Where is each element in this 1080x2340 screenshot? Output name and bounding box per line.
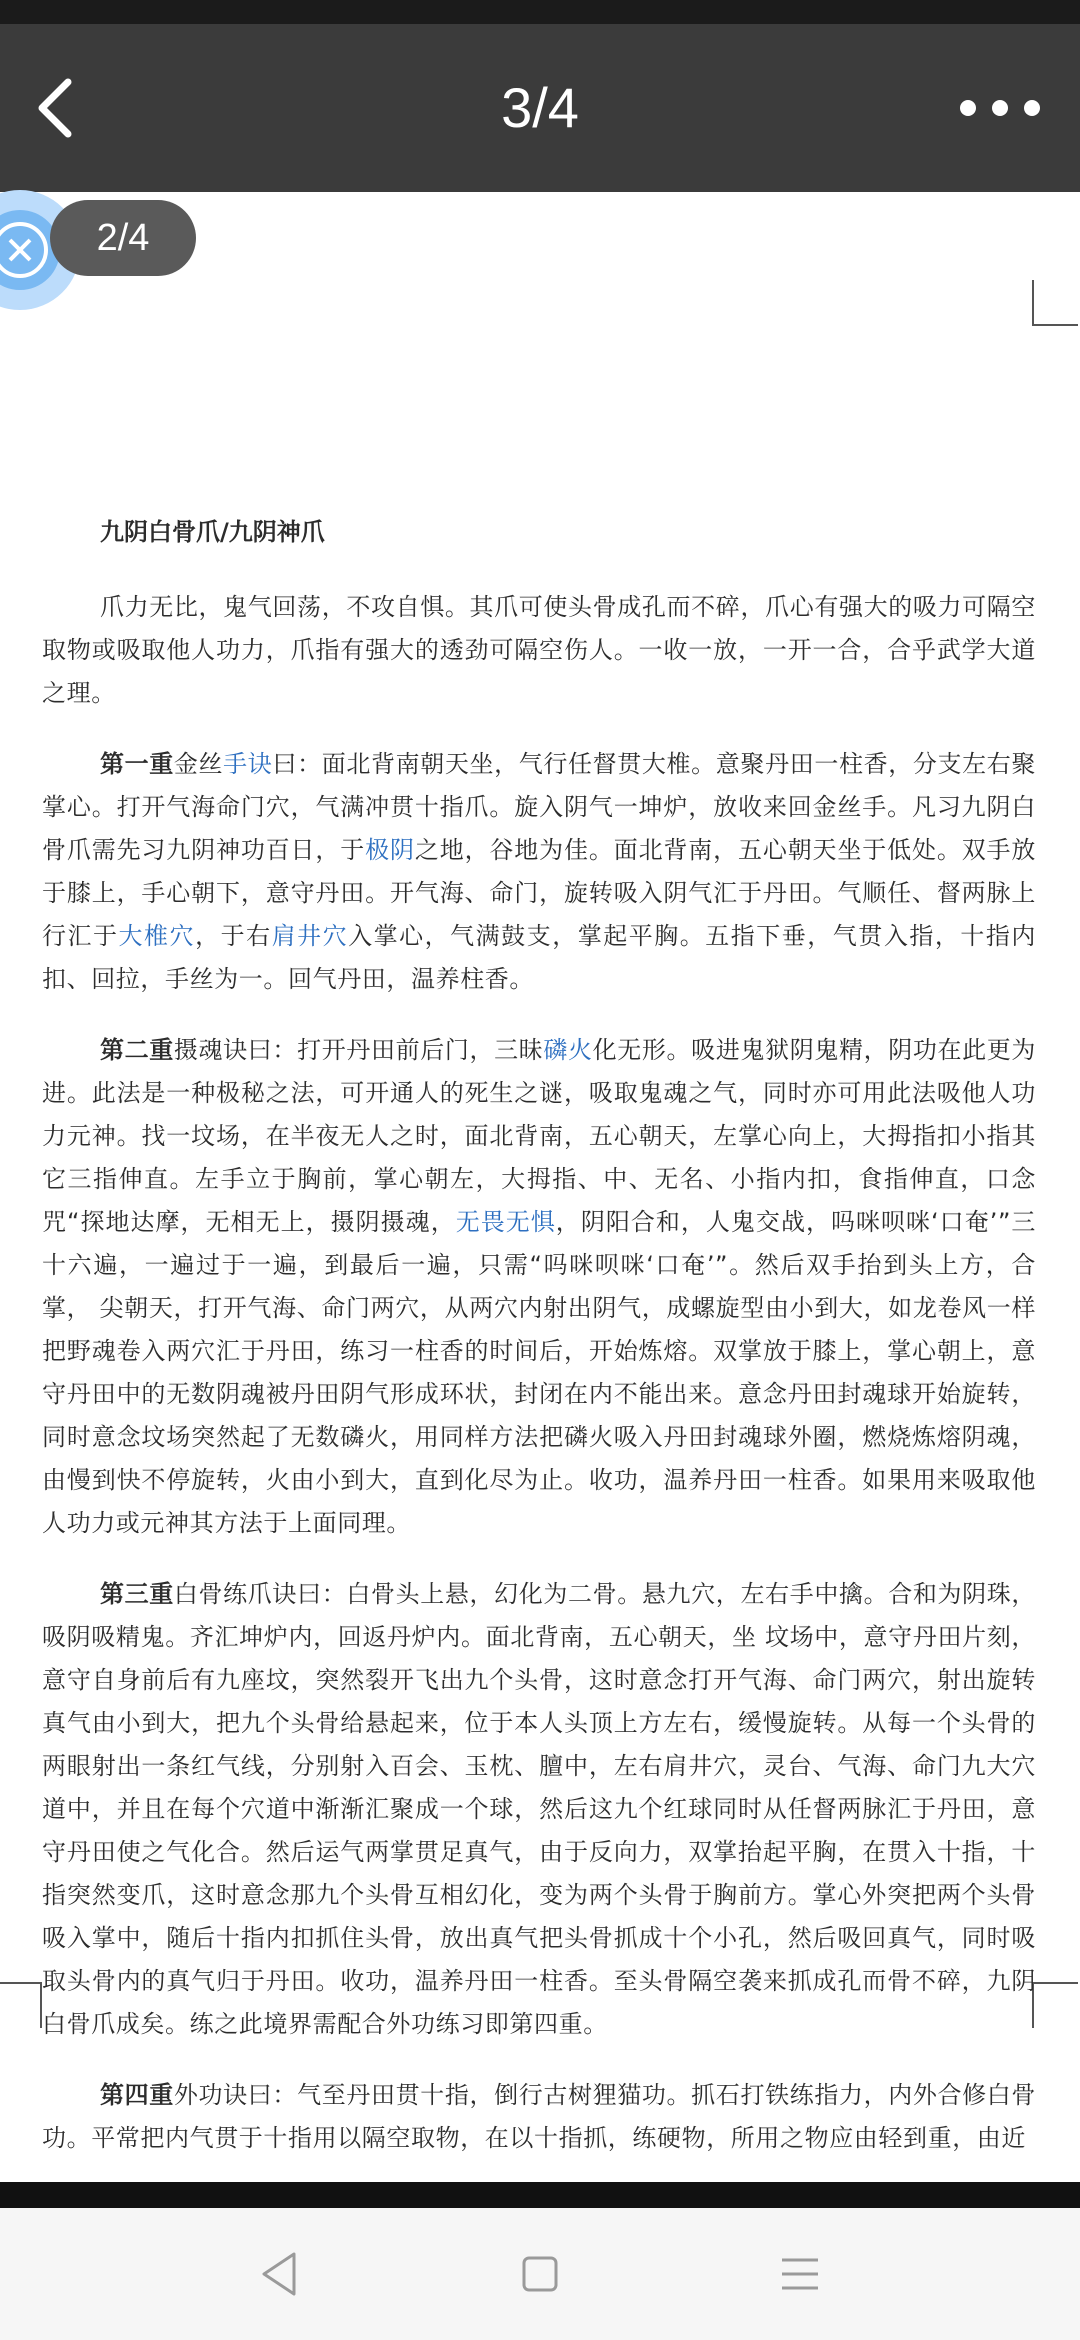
document-page[interactable] (0, 192, 1080, 2182)
term-link[interactable]: 极阴 (365, 836, 415, 864)
page-corner-mark (0, 1982, 42, 2028)
paragraph-1: 第一重金丝手诀曰：面北背南朝天坐，气行任督贯大椎。意聚丹田一柱香，分支左右聚掌心。打开气海命门穴，气满冲贯十指爪。旋入阴气一坤炉，放收来回金丝手。凡习九阴白骨爪需先习九阴神功百日，于极阴之地，谷地为佳。面北背南，五心朝天坐于低处。双手放于膝上，手心朝下，意守丹田。开气海、命门，旋转吸入阴气汇于丹田。气顺任、督两脉上行汇于大椎穴，于右肩井穴入掌心，气满鼓支，掌起平胸。五指下垂，气贯入指，十指内扣、回拉，手丝为一。回气丹田，温养柱香。 (42, 750, 1037, 993)
term-link[interactable]: 肩井穴 (271, 922, 349, 950)
document-title: 九阴白骨爪/九阴神爪 (100, 518, 325, 546)
nav-home-square-icon (510, 2244, 570, 2304)
page-badge: 2/4 (50, 200, 196, 276)
paragraph-3: 第三重白骨练爪诀曰：白骨头上悬，幻化为二骨。悬九穴，左右手中擒。合和为阴珠，吸阴吸精鬼。齐汇坤炉内，回返丹炉内。面北背南，五心朝天，坐 坟场中，意守丹田片刻，意守自身前后有九座坟，突然裂开飞出九个头骨，这时意念打开气海、命门两穴，射出旋转真气由小到大，把九个头骨给悬起来，位于本人头顶上方左右，缓慢旋转。从每一个头骨的两眼射出一条红气线，分别射入百会、玉枕、膻中，左右肩井穴，灵台、气海、命门九大穴道中，并且在每个穴道中渐渐汇聚成一个球，然后这九个红球同时从任督两脉汇于丹田，意守丹田使之气化合。然后运气两掌贯足真气，由于反向力，双掌抬起平胸，在贯入十指，十指突然变爪，这时意念那九个头骨互相幻化，变为两个头骨于胸前方。掌心外突把两个头骨吸入掌中，随后十指内扣抓住头骨，放出真气把头骨抓成十个小孔，然后吸回真气，同时吸取头骨内的真气归于丹田。收功，温养丹田一柱香。至头骨隔空袭来抓成孔而骨不碎，九阴白骨爪成矣。练之此境界需配合外功练习即第四重。 (42, 1580, 1036, 2038)
page-corner-mark (1032, 280, 1078, 326)
system-nav-bar (0, 2208, 1080, 2340)
nav-menu-button[interactable] (770, 2244, 830, 2304)
term-link[interactable]: 大椎穴 (118, 922, 196, 950)
term-link[interactable]: 无畏无惧 (455, 1208, 556, 1236)
term-link[interactable]: 磷火 (543, 1036, 593, 1064)
more-button[interactable] (950, 88, 1050, 128)
document-text (42, 512, 1036, 2182)
paragraph-2: 第二重摄魂诀曰：打开丹田前后门，三昧磷火化无形。吸进鬼狱阴鬼精，阴功在此更为进。此法是一种极秘之法，可开通人的死生之谜，吸取鬼魂之气，同时亦可用此法吸他人功力元神。找一坟场，在半夜无人之时，面北背南，五心朝天，左掌心向上，大拇指扣小指其它三指伸直。左手立于胸前，掌心朝左，大拇指、中、无名、小指内扣，食指伸直，口念咒“探地达摩，无相无上，摄阴摄魂，无畏无惧，阴阳合和，人鬼交战，吗咪呗咪‘口奄’”三十六遍，一遍过于一遍，到最后一遍，只需“吗咪呗咪‘口奄’”。然后双手抬到头上方，合掌， 尖朝天，打开气海、命门两穴，从两穴内射出阴气，成螺旋型由小到大，如龙卷风一样把野魂卷入两穴汇于丹田，练习一柱香的时间后，开始炼熔。双掌放于膝上，掌心朝上，意守丹田中的无数阴魂被丹田阴气形成环状，封闭在内不能出来。意念丹田封魂球开始旋转，同时意念坟场突然起了无数磷火，用同样方法把磷火吸入丹田封魂球外圈，燃烧炼熔阴魂，由慢到快不停旋转，火由小到大，直到化尽为止。收功，温养丹田一柱香。如果用来吸取他人功力或元神其方法于上面同理。 (42, 1036, 1036, 1537)
term-link[interactable]: 手诀 (223, 750, 273, 778)
bottom-divider (0, 2182, 1080, 2208)
page-counter: 3/4 (501, 76, 579, 139)
page-corner-mark (1032, 1982, 1078, 2028)
nav-back-triangle-icon (250, 2244, 310, 2304)
intro-paragraph: 爪力无比，鬼气回荡，不攻自惧。其爪可使头骨成孔而不碎，爪心有强大的吸力可隔空取物或吸取他人功力，爪指有强大的透劲可隔空伤人。一收一放，一开一合，合乎武学大道之理。 (42, 593, 1036, 707)
status-bar (0, 0, 1080, 24)
more-dots-icon (950, 88, 1050, 128)
nav-back-button[interactable] (250, 2244, 310, 2304)
paragraph-4: 第四重外功诀曰：气至丹田贯十指，倒行古树狸猫功。抓石打铁练指力，内外合修白骨功。平常把内气贯于十指用以隔空取物，在以十指抓，练硬物，所用之物应由轻到重，由近 (42, 2081, 1036, 2152)
nav-menu-lines-icon (770, 2244, 830, 2304)
viewer-header (0, 24, 1080, 192)
nav-home-button[interactable] (510, 2244, 570, 2304)
